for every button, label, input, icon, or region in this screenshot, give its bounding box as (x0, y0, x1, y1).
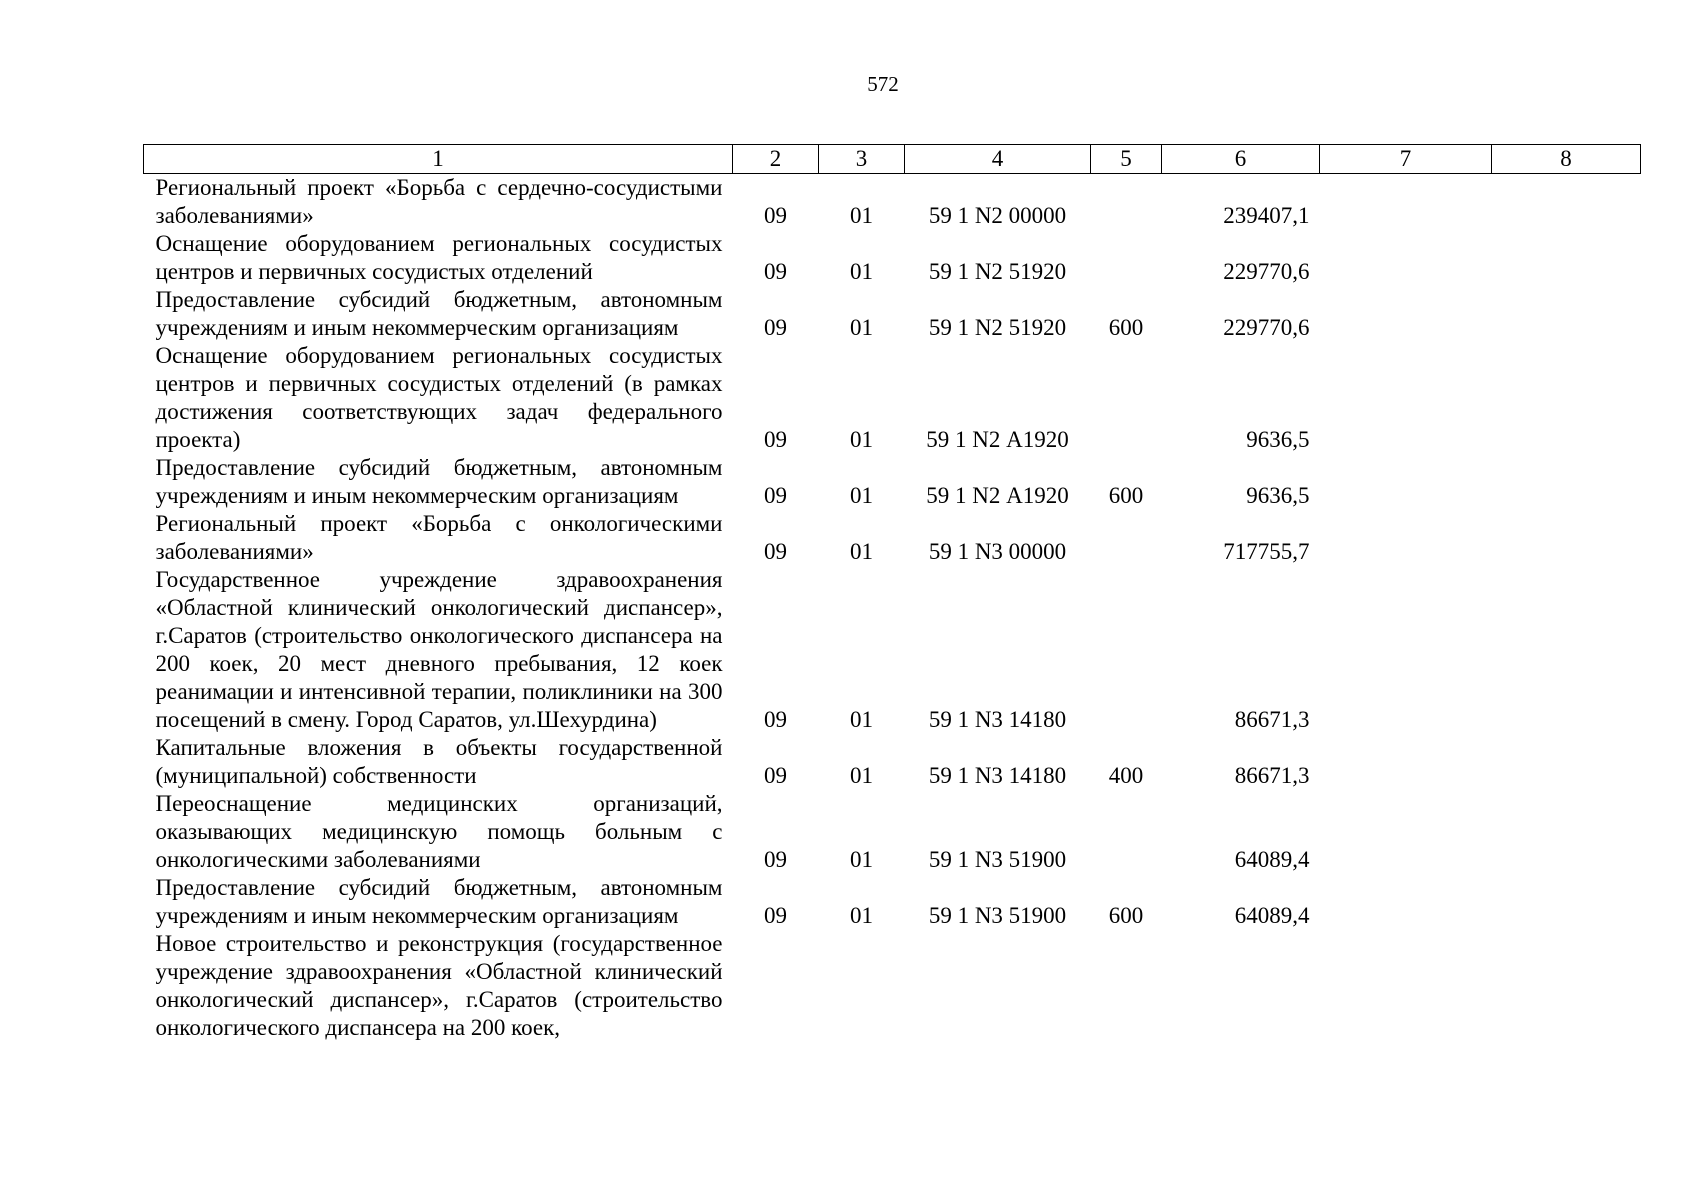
table-row (144, 874, 1641, 930)
column-7-value (1320, 734, 1492, 790)
section-code: 09 (764, 315, 787, 340)
subsection-code: 01 (850, 203, 873, 228)
target-article-code: 59 1 N2 А1920 (926, 427, 1069, 452)
column-7-value (1320, 566, 1492, 734)
section-code: 09 (764, 903, 787, 928)
column-8-value (1492, 930, 1641, 1042)
table-body (144, 174, 1641, 1043)
table-row (144, 510, 1641, 566)
row-description: Предоставление субсидий бюджетным, автономным учреждениям и иным некоммерческим организациям (155, 875, 723, 928)
column-8-value (1492, 174, 1641, 231)
target-article-code: 59 1 N3 14180 (928, 763, 1067, 788)
subsection-code: 01 (850, 483, 873, 508)
expense-type-code (1091, 230, 1162, 286)
target-article-code: 59 1 N2 А1920 (926, 483, 1069, 508)
column-7-value (1320, 286, 1492, 342)
column-7-value (1320, 454, 1492, 510)
section-code (733, 930, 819, 1042)
subsection-code: 01 (850, 903, 873, 928)
column-8-value (1492, 734, 1641, 790)
section-code: 09 (764, 847, 787, 872)
column-7-value (1320, 342, 1492, 454)
column-8-value (1492, 230, 1641, 286)
row-description: Региональный проект «Борьба с онкологическими заболеваниями» (155, 511, 723, 564)
subsection-code: 01 (850, 847, 873, 872)
row-description: Предоставление субсидий бюджетным, автономным учреждениям и иным некоммерческим организациям (155, 287, 723, 340)
row-description: Оснащение оборудованием региональных сосудистых центров и первичных сосудистых отделений (155, 231, 723, 284)
amount-value: 9636,5 (1246, 483, 1310, 508)
section-code: 09 (764, 427, 787, 452)
row-description: Капитальные вложения в объекты государственной (муниципальной) собственности (155, 735, 723, 788)
table-row (144, 174, 1641, 231)
expense-type-code (1091, 174, 1162, 231)
column-header-6: 6 (1162, 145, 1320, 174)
expense-type-code (1091, 930, 1162, 1042)
table-row (144, 342, 1641, 454)
amount-value: 86671,3 (1234, 763, 1310, 788)
amount-value: 9636,5 (1246, 427, 1310, 452)
column-7-value (1320, 230, 1492, 286)
column-8-value (1492, 874, 1641, 930)
table-row (144, 286, 1641, 342)
column-header-4: 4 (905, 145, 1091, 174)
subsection-code: 01 (850, 763, 873, 788)
row-description: Региональный проект «Борьба с сердечно-сосудистыми заболеваниями» (155, 175, 723, 228)
section-code: 09 (764, 483, 787, 508)
table-row (144, 454, 1641, 510)
table-header-row (144, 145, 1641, 174)
column-header-5: 5 (1091, 145, 1162, 174)
amount-value: 239407,1 (1223, 203, 1310, 228)
target-article-code: 59 1 N2 51920 (928, 259, 1067, 284)
column-8-value (1492, 454, 1641, 510)
expense-type-code: 600 (1108, 483, 1144, 508)
section-code: 09 (764, 203, 787, 228)
row-description: Государственное учреждение здравоохранения «Областной клинический онкологический диспансер», г.Саратов (строительство онкологического диспансера на 200 коек, 20 мест дневного пребывания, 12 коек реанимации и интенсивной терапии, поликлиники на 300 посещений в смену. Город Саратов, ул.Шехурдина) (155, 567, 723, 732)
expense-type-code: 600 (1108, 903, 1144, 928)
target-article-code (905, 930, 1091, 1042)
budget-table (143, 144, 1641, 1042)
target-article-code: 59 1 N3 00000 (928, 539, 1067, 564)
row-description: Оснащение оборудованием региональных сосудистых центров и первичных сосудистых отделений (в рамках достижения соответствующих задач федерального проекта) (155, 343, 723, 452)
column-7-value (1320, 930, 1492, 1042)
amount-value (1162, 930, 1320, 1042)
row-description: Переоснащение медицинских организаций, оказывающих медицинскую помощь больным с онкологическими заболеваниями (155, 791, 723, 872)
expense-type-code (1091, 790, 1162, 874)
column-header-3: 3 (819, 145, 905, 174)
expense-type-code (1091, 510, 1162, 566)
column-8-value (1492, 286, 1641, 342)
target-article-code: 59 1 N2 51920 (928, 315, 1067, 340)
column-7-value (1320, 874, 1492, 930)
amount-value: 64089,4 (1234, 847, 1310, 872)
target-article-code: 59 1 N3 14180 (928, 707, 1067, 732)
section-code: 09 (764, 763, 787, 788)
column-7-value (1320, 174, 1492, 231)
table-row (144, 230, 1641, 286)
subsection-code (819, 930, 905, 1042)
subsection-code: 01 (850, 539, 873, 564)
column-8-value (1492, 566, 1641, 734)
target-article-code: 59 1 N2 00000 (928, 203, 1067, 228)
column-8-value (1492, 510, 1641, 566)
expense-type-code (1091, 566, 1162, 734)
table-row (144, 930, 1641, 1042)
expense-type-code: 400 (1108, 763, 1144, 788)
subsection-code: 01 (850, 315, 873, 340)
column-header-8: 8 (1492, 145, 1641, 174)
page-number: 572 (867, 72, 899, 96)
amount-value: 229770,6 (1223, 315, 1310, 340)
amount-value: 86671,3 (1234, 707, 1310, 732)
amount-value: 229770,6 (1223, 259, 1310, 284)
column-header-2: 2 (733, 145, 819, 174)
column-8-value (1492, 342, 1641, 454)
expense-type-code (1091, 342, 1162, 454)
subsection-code: 01 (850, 707, 873, 732)
column-7-value (1320, 790, 1492, 874)
section-code: 09 (764, 707, 787, 732)
amount-value: 717755,7 (1223, 539, 1310, 564)
table-row (144, 566, 1641, 734)
subsection-code: 01 (850, 427, 873, 452)
column-header-7: 7 (1320, 145, 1492, 174)
section-code: 09 (764, 259, 787, 284)
amount-value: 64089,4 (1234, 903, 1310, 928)
table-row (144, 790, 1641, 874)
expense-type-code: 600 (1108, 315, 1144, 340)
row-description: Предоставление субсидий бюджетным, автономным учреждениям и иным некоммерческим организациям (155, 455, 723, 508)
row-description: Новое строительство и реконструкция (государственное учреждение здравоохранения «Областной клинический онкологический диспансер», г.Саратов (строительство онкологического диспансера на 200 коек, (155, 931, 723, 1040)
section-code: 09 (764, 539, 787, 564)
target-article-code: 59 1 N3 51900 (928, 903, 1067, 928)
table-row (144, 734, 1641, 790)
column-header-1: 1 (144, 145, 733, 174)
subsection-code: 01 (850, 259, 873, 284)
target-article-code: 59 1 N3 51900 (928, 847, 1067, 872)
column-7-value (1320, 510, 1492, 566)
column-8-value (1492, 790, 1641, 874)
